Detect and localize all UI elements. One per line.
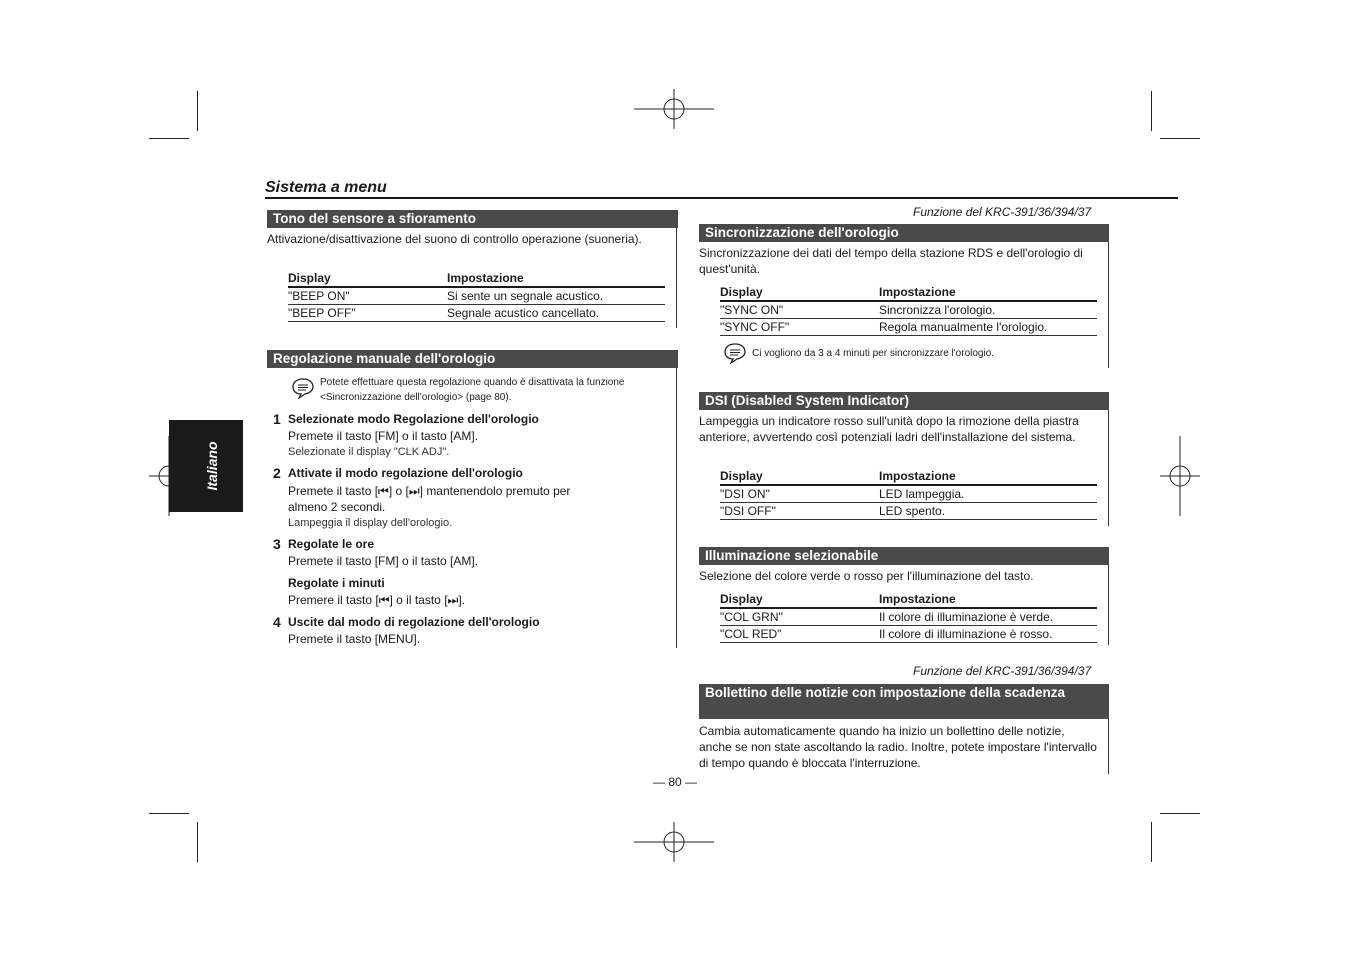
table-header-setting: Impostazione	[447, 270, 665, 287]
table-header-display: Display	[720, 591, 879, 608]
table-header-setting: Impostazione	[879, 284, 1097, 301]
section-heading-dsi: DSI (Disabled System Indicator)	[699, 392, 1109, 410]
dsi-description: Lampeggia un indicatore rosso sull'unità dopo la rimozione della piastra anteriore, avvertendo così potenziali ladri dell'installazione del sistema.	[699, 414, 1079, 444]
crosshair-icon	[634, 822, 714, 862]
table-cell: Regola manualmente l'orologio.	[879, 319, 1097, 336]
crop-mark	[1151, 91, 1152, 131]
column-rule	[1108, 392, 1109, 526]
table-row	[720, 503, 1097, 520]
table-cell: "BEEP OFF"	[288, 305, 447, 322]
language-tab-label: Italiano	[204, 441, 220, 491]
touch-tone-table	[288, 270, 665, 322]
sync-table	[720, 284, 1097, 336]
table-cell: "DSI OFF"	[720, 503, 879, 520]
table-header-display: Display	[720, 284, 879, 301]
table-row	[720, 301, 1097, 319]
crop-mark	[1160, 138, 1200, 139]
table-row	[720, 319, 1097, 336]
table-cell: "COL RED"	[720, 626, 879, 643]
crop-mark	[149, 813, 189, 814]
step-line: Premete il tasto [FM] o il tasto [AM].	[288, 554, 479, 568]
clock-adjust-note: Potete effettuare questa regolazione quando è disattivata la funzione <Sincronizzazione dell'orologio> (page 80).	[320, 377, 625, 403]
crop-mark	[149, 138, 189, 139]
section-heading-sync: Sincronizzazione dell'orologio	[699, 224, 1109, 242]
section-heading-touch-tone: Tono del sensore a sfioramento	[267, 210, 678, 228]
illumination-description: Selezione del colore verde o rosso per l'illuminazione del tasto.	[699, 569, 1034, 583]
crop-mark	[1151, 822, 1152, 862]
step-line: almeno 2 secondi.	[288, 500, 386, 514]
step-sub: Selezionate il display "CLK ADJ".	[288, 446, 450, 458]
news-description: Cambia automaticamente quando ha inizio un bollettino delle notizie, anche se non state ascoltando la radio. Inoltre, potete impostare l'intervallo di tempo quando è bloccata l'interruzione.	[699, 724, 1097, 770]
table-cell: "SYNC ON"	[720, 301, 879, 319]
speech-bubble-icon	[723, 342, 747, 362]
table-cell: Il colore di illuminazione è verde.	[879, 608, 1097, 626]
step-number: 3	[273, 536, 281, 552]
table-header-display: Display	[720, 468, 879, 485]
speech-bubble-icon	[291, 377, 315, 397]
page-number: — 80 —	[652, 775, 697, 789]
function-note: Funzione del KRC-391/36/394/37	[913, 205, 1092, 219]
crosshair-icon	[634, 89, 714, 129]
step-line: Premete il tasto [⏮] o [⏭] mantenendolo premuto per	[288, 484, 571, 498]
table-header-setting: Impostazione	[879, 591, 1097, 608]
step-line: Premere il tasto [⏮] o il tasto [⏭].	[288, 593, 465, 607]
step-line: Premete il tasto [FM] o il tasto [AM].	[288, 429, 479, 443]
table-row	[720, 608, 1097, 626]
section-heading-clock-adjust: Regolazione manuale dell'orologio	[267, 350, 678, 368]
step-title: Attivate il modo regolazione dell'orologio	[288, 466, 523, 480]
step-sub: Lampeggia il display dell'orologio.	[288, 517, 453, 529]
table-cell: "COL GRN"	[720, 608, 879, 626]
step-line: Premete il tasto [MENU].	[288, 632, 421, 646]
step-title: Regolate le ore	[288, 537, 375, 551]
step-number: 1	[273, 411, 281, 427]
crosshair-icon	[1160, 436, 1200, 516]
table-cell: LED lampeggia.	[879, 485, 1097, 503]
table-header-setting: Impostazione	[879, 468, 1097, 485]
table-row	[720, 485, 1097, 503]
step-title: Uscite dal modo di regolazione dell'orologio	[288, 615, 540, 629]
table-cell: "SYNC OFF"	[720, 319, 879, 336]
table-cell: "BEEP ON"	[288, 287, 447, 305]
sync-description: Sincronizzazione dei dati del tempo della stazione RDS e dell'orologio di quest'unità.	[699, 246, 1083, 276]
table-cell: Il colore di illuminazione è rosso.	[879, 626, 1097, 643]
column-rule	[676, 350, 677, 648]
step-title: Regolate i minuti	[288, 576, 385, 590]
section-heading-news: Bollettino delle notizie con impostazione della scadenza	[699, 684, 1109, 719]
page-title: Sistema a menu	[265, 179, 387, 196]
crop-mark	[197, 822, 198, 862]
table-cell: Sincronizza l'orologio.	[879, 301, 1097, 319]
function-note: Funzione del KRC-391/36/394/37	[913, 664, 1092, 678]
section-heading-illumination: Illuminazione selezionabile	[699, 547, 1109, 565]
crop-mark	[1160, 813, 1200, 814]
table-cell: LED spento.	[879, 503, 1097, 520]
step-title: Selezionate modo Regolazione dell'orologio	[288, 412, 539, 426]
table-cell: "DSI ON"	[720, 485, 879, 503]
table-cell: Segnale acustico cancellato.	[447, 305, 665, 322]
table-header-display: Display	[288, 270, 447, 287]
table-row	[720, 626, 1097, 643]
dsi-table	[720, 468, 1097, 520]
title-rule	[265, 197, 1178, 199]
touch-tone-description: Attivazione/disattivazione del suono di controllo operazione (suoneria).	[267, 232, 642, 246]
column-rule	[1108, 224, 1109, 368]
crop-mark	[197, 91, 198, 131]
step-number: 2	[273, 465, 281, 481]
step-number: 4	[273, 614, 281, 630]
illumination-table	[720, 591, 1097, 643]
sync-note: Ci vogliono da 3 a 4 minuti per sincronizzare l'orologio.	[752, 348, 995, 359]
table-row	[288, 305, 665, 322]
table-row	[288, 287, 665, 305]
table-cell: Si sente un segnale acustico.	[447, 287, 665, 305]
